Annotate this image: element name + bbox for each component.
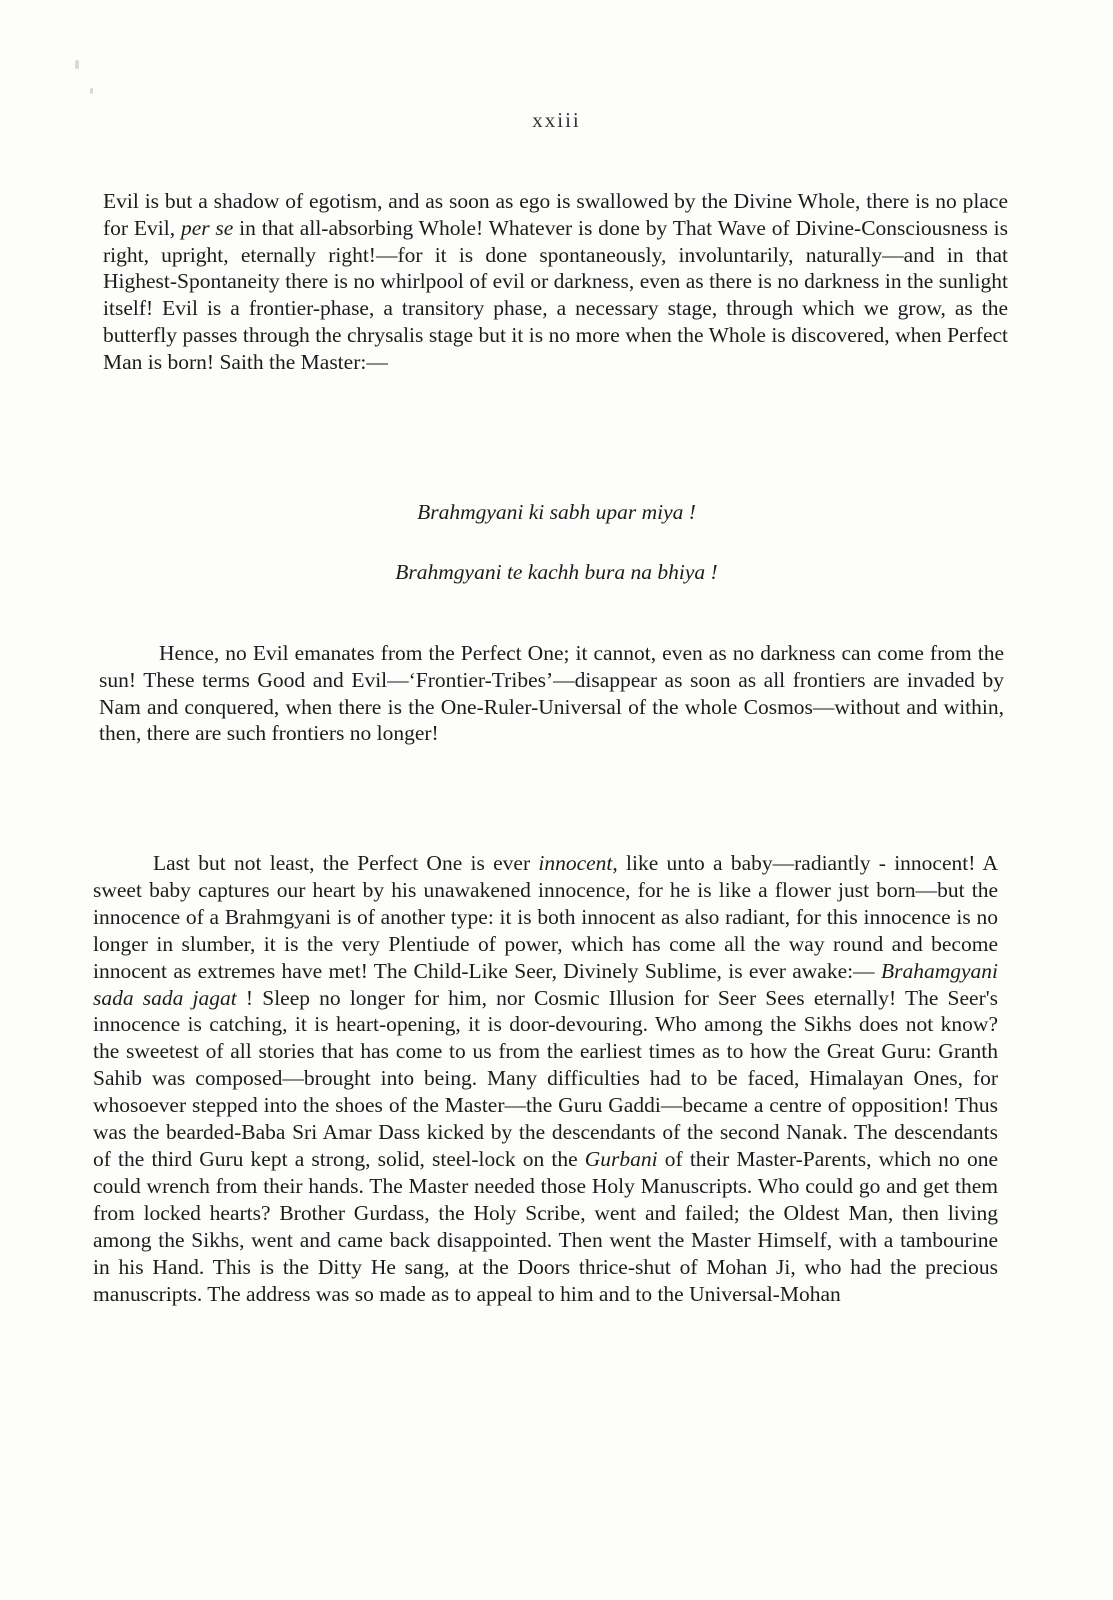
paragraph-text: in that all-absorbing Whole! Whatever is done by That Wave of Divine-Consciousness is right, upright, eternally right!—for it is done spontaneously, involuntarily, naturally—and in that Highest-Spontaneity there is no whirlpool of evil or darkness, even as there is no darkness in the sunlight itself! Evil is a frontier-phase, a transitory phase, a necessary stage, through which we grow, as the butterfly passes through the chrysalis stage but it is no more when the Whole is discovered, when Perfect Man is born! Saith the Master:— xyxy=(103,215,1008,374)
emphasis-sada-jagat: Brahamgyani sada sada jagat xyxy=(93,958,998,1010)
scan-speck xyxy=(75,60,79,69)
paragraph-text: , like unto a baby—radiantly - innocent! A sweet baby captures our heart by his unawakened innocence, for he is like a flower just born—but the innocence of a Brahmgyani is of another type: it is both innocent as also radiant, for this innocence is no longer in slumber, it is the very Plentiude of power, which has come all the way round and become innocent as extremes have met! The Child-Like Seer, Divinely Sublime, is ever awake:— xyxy=(93,851,998,983)
paragraph-evil-shadow xyxy=(103,188,1008,376)
emphasis-innocent: innocent xyxy=(538,851,613,875)
scan-speck xyxy=(90,88,93,94)
paragraph-innocence xyxy=(93,850,998,1307)
paragraph-text: of their Master-Parents, which no one could wrench from their hands. The Master needed those Holy Manuscripts. Who could go and get them from locked hearts? Brother Gurdass, the Holy Scribe, went and failed; the Oldest Man, then living among the Sikhs, went and came back disappointed. Then went the Master Himself, with a tambourine in his Hand. This is the Ditty He sang, at the Doors thrice-shut of Mohan Ji, who had the precious manuscripts. The address was so made as to appeal to him and to the Universal-Mohan xyxy=(93,1146,998,1306)
paragraph-text: Evil is but a shadow of egotism, and as soon as ego is swallowed by the Divine Whole, there is no place for Evil, xyxy=(103,189,1008,240)
emphasis-per-se: per se xyxy=(180,215,234,240)
verse-line-1: Brahmgyani ki sabh upar miya ! xyxy=(417,500,696,524)
paragraph-text: ! Sleep no longer for him, nor Cosmic Illusion for Seer Sees eternally! The Seer's innocence is catching, it is heart-opening, it is door-devouring. Who among the Sikhs does not know? the sweetest of all stories that has come to us from the earliest times as to how the Great Guru: Granth Sahib was composed—brought into being. Many difficulties had to be faced, Himalayan Ones, for whosoever stepped into the shoes of the Master—the Guru Gaddi—became a centre of opposition! Thus was the bearded-Baba Sri Amar Dass kicked by the descendants of the second Nanak. The descendants of the third Guru kept a strong, solid, steel-lock on the xyxy=(93,985,999,1171)
emphasis-gurbani: Gurbani xyxy=(584,1146,658,1171)
paragraph-text: Last but not least, the Perfect One is ever xyxy=(153,851,539,875)
verse-line-2: Brahmgyani te kachh bura na bhiya ! xyxy=(395,560,718,584)
page-number: xxiii xyxy=(532,108,581,132)
paragraph-no-evil: Hence, no Evil emanates from the Perfect One; it cannot, even as no darkness can come from the sun! These terms Good and Evil—‘Frontier-Tribes’—disappear as soon as all frontiers are invaded by Nam and conquered, when there is the One-Ruler-Universal of the whole Cosmos—without and within, then, there are such frontiers no longer! xyxy=(99,641,1004,746)
